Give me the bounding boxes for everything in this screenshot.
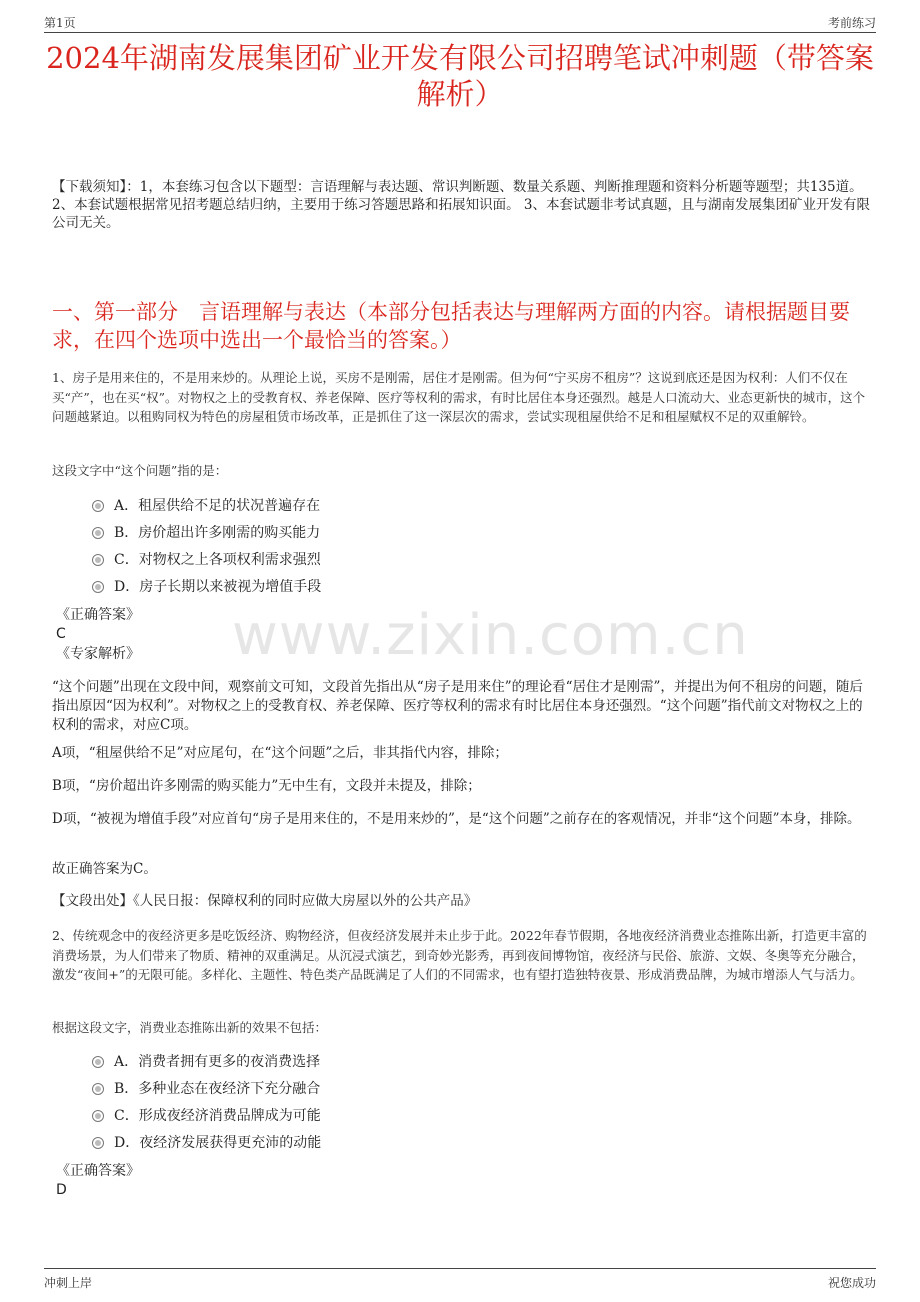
download-notice: 【下载须知】：1，本套练习包含以下题型：言语理解与表达题、常识判断题、数量关系题、判断推理题和资料分析题等题型；共135道。 2、本套试题根据常见招考题总结归纳，主要用于练习答题思路和拓展知识面。 3、本套试题非考试真题，且与湖南发展集团矿业开发有限公司无关。 [52,179,870,231]
q2-option-c[interactable]: C．形成夜经济消费品牌成为可能 [92,1107,321,1125]
q1-question: 这段文字中“这个问题”指的是： [52,463,228,478]
q1-option-a[interactable]: A．租屋供给不足的状况普遍存在 [92,497,320,515]
q2-answer-label: 《正确答案》 [56,1163,140,1179]
radio-icon[interactable] [92,554,104,566]
q1-option-c[interactable]: C．对物权之上各项权利需求强烈 [92,551,321,569]
q1-option-b[interactable]: B．房价超出许多刚需的购买能力 [92,524,320,542]
radio-icon[interactable] [92,581,104,593]
q1-analysis-2: A项，“租屋供给不足”对应尾句，在“这个问题”之后，非其指代内容，排除； [52,745,508,761]
q2-option-d[interactable]: D．夜经济发展获得更充沛的动能 [92,1134,321,1152]
q1-analysis-5: 故正确答案为C。 [52,861,157,877]
q1-source: 【文段出处】《人民日报：保障权利的同时应做大房屋以外的公共产品》 [52,893,478,909]
radio-icon[interactable] [92,1083,104,1095]
page-number: 第1页 [44,16,76,30]
q1-stem: 1、房子是用来住的，不是用来炒的。从理论上说，买房不是刚需，居住才是刚需。但为何“宁买房不租房”？这说到底还是因为权利：人们不仅在买“产”，也在买“权”。对物权之上的受教育权、养老保障、医疗等权利的需求，有时比居住本身还强烈。越是人口流动大、业态更新快的城市，这个问题越紧迫。以租购同权为特色的房屋租赁市场改革，正是抓住了这一深层次的需求，尝试实现租屋供给不足和租屋赋权不足的双重解铃。 [52,370,866,424]
header-tag: 考前练习 [827,16,876,30]
q1-analysis-3: B项，“房价超出许多刚需的购买能力”无中生有，文段并未提及，排除； [52,778,481,794]
q1-answer-label: 《正确答案》 [56,607,140,623]
radio-icon[interactable] [92,1110,104,1122]
page-header [44,12,876,33]
q2-stem: 2、传统观念中的夜经济更多是吃饭经济、购物经济，但夜经济发展并未止步于此。2022年春节假期，各地夜经济消费业态推陈出新，打造更丰富的消费场景，为人们带来了物质、精神的双重满足。从沉浸式演艺，到奇妙光影秀，再到夜间博物馆，夜经济与民俗、旅游、文娱、冬奥等充分融合，激发“夜间+”的无限可能。多样化、主题性、特色类产品既满足了人们的不同需求，也有望打造独特夜景、形成消费品牌，为城市增添人气与活力。 [52,928,867,982]
footer-right: 祝您成功 [827,1276,876,1290]
q1-analysis-1: “这个问题”出现在文段中间，观察前文可知，文段首先指出从“房子是用来住”的理论看“居住才是刚需”，并提出为何不租房的问题，随后指出原因“因为权利”。对物权之上的受教育权、养老保障、医疗等权利的需求有时比居住本身还强烈。“这个问题”指代前文对物权之上的权利的需求，对应C项。 [52,679,863,733]
page-footer [44,1268,876,1291]
watermark: www.zixin.com.cn [232,603,749,668]
footer-left: 冲刺上岸 [44,1276,93,1290]
q2-option-a[interactable]: A．消费者拥有更多的夜消费选择 [92,1053,320,1071]
radio-icon[interactable] [92,1137,104,1149]
radio-icon[interactable] [92,500,104,512]
q2-question: 根据这段文字，消费业态推陈出新的效果不包括： [52,1020,328,1035]
section-heading: 一、第一部分 言语理解与表达（本部分包括表达与理解两方面的内容。请根据题目要求，在四个选项中选出一个最恰当的答案。） [52,300,850,352]
q2-option-b[interactable]: B．多种业态在夜经济下充分融合 [92,1080,320,1098]
radio-icon[interactable] [92,527,104,539]
document-title: 2024年湖南发展集团矿业开发有限公司招聘笔试冲刺题（带答案解析） [46,41,874,111]
q1-answer: C [56,626,66,642]
q1-analysis-label: 《专家解析》 [56,646,140,662]
q1-option-d[interactable]: D．房子长期以来被视为增值手段 [92,578,321,596]
radio-icon[interactable] [92,1056,104,1068]
q1-analysis-4: D项，“被视为增值手段”对应首句“房子是用来住的，不是用来炒的”，是“这个问题”之前存在的客观情况，并非“这个问题”本身，排除。 [52,811,861,827]
q2-answer: D [56,1182,67,1198]
